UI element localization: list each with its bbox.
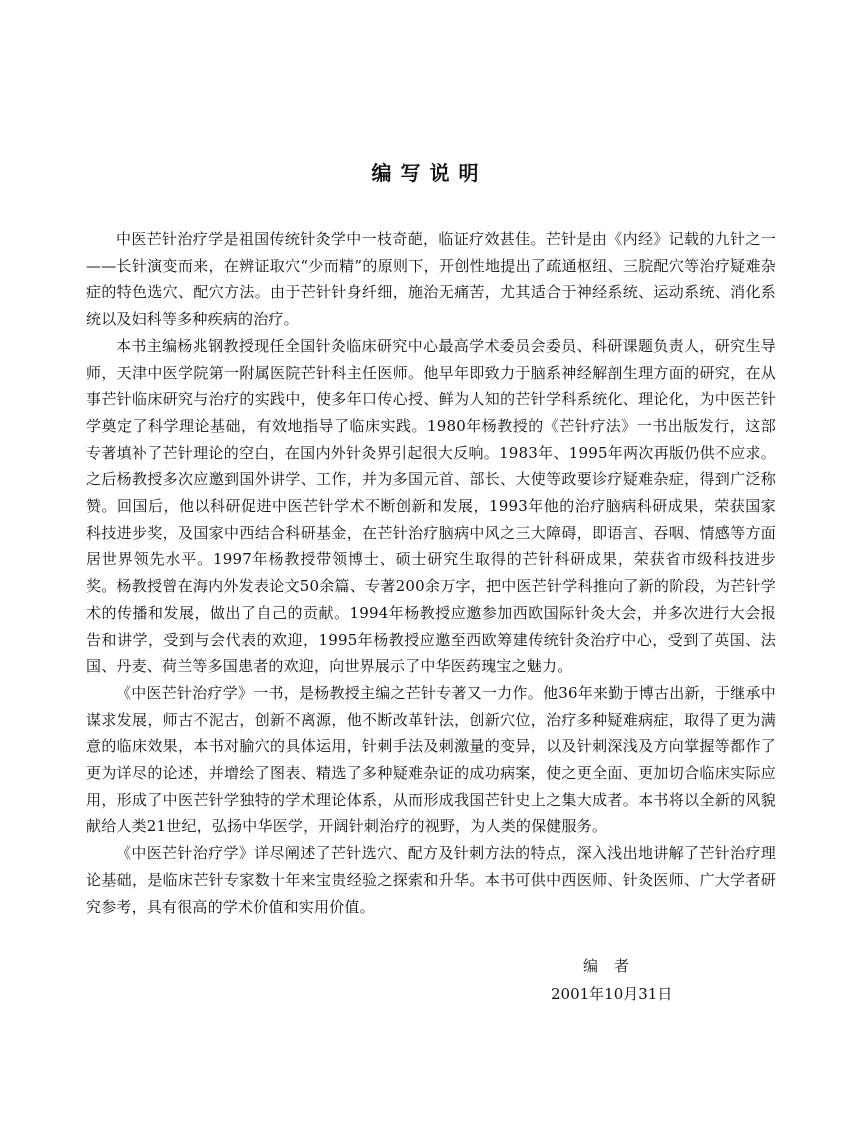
paragraph-2: 本书主编杨兆钢教授现任全国针灸临床研究中心最高学术委员会委员、科研课题负责人，研究生导师，天津中医学院第一附属医院芒针科主任医师。他早年即致力于脑系神经解剖生理方面的研究，在从事芒针临床研究与治疗的实践中，使多年口传心授、鲜为人知的芒针学科系统化、理论化，为中医芒针学奠定了科学理论基础，有效地指导了临床实践。1980年杨教授的《芒针疗法》一书出版发行，这部专著填补了芒针理论的空白，在国内外针灸界引起很大反响。1983年、1995年两次再版仍供不应求。之后杨教授多次应邀到国外讲学、工作，并为多国元首、部长、大使等政要诊疗疑难杂症，得到广泛称赞。回国后，他以科研促进中医芒针学术不断创新和发展，1993年他的治疗脑病科研成果，荣获国家科技进步奖，及国家中西结合科研基金，在芒针治疗脑病中风之三大障碍，即语言、吞咽、情感等方面居世界领先水平。1997年杨教授带领博士、硕士研究生取得的芒针科研成果，荣获省市级科技进步奖。杨教授曾在海内外发表论文50余篇、专著200余万字，把中医芒针学科推向了新的阶段，为芒针学术的传播和发展，做出了自己的贡献。1994年杨教授应邀参加西欧国际针灸大会，并多次进行大会报告和讲学，受到与会代表的欢迎，1995年杨教授应邀至西欧筹建传统针灸治疗中心，受到了英国、法国、丹麦、荷兰等多国患者的欢迎，向世界展示了中华医药瑰宝之魅力。 (86, 336, 776, 676)
page-title: 编写说明 (371, 161, 488, 185)
paragraph-1: 中医芒针治疗学是祖国传统针灸学中一枝奇葩，临证疗效甚佳。芒针是由《内经》记载的九针之一——长针演变而来，在辨证取穴“少而精”的原则下，开创性地提出了疏通枢纽、三脘配穴等治疗疑难杂症的特色选穴、配穴方法。由于芒针针身纤细，施治无痛苦，尤其适合于神经系统、运动系统、消化系统以及妇科等多种疾病的治疗。 (86, 230, 776, 329)
paragraph-3: 《中医芒针治疗学》一书，是杨教授主编之芒针专著又一力作。他36年来勤于博古出新，于继承中谋求发展，师古不泥古，创新不离源，他不断改革针法，创新穴位，治疗多种疑难病症，取得了更为满意的临床效果，本书对腧穴的具体运用，针刺手法及刺激量的变异，以及针刺深浅及方向掌握等都作了更为详尽的论述，并增绘了图表、精选了多种疑难杂证的成功病案，使之更全面、更加切合临床实际应用，形成了中医芒针学独特的学术理论体系，从而形成我国芒针史上之集大成者。本书将以全新的风貌献给人类21世纪，弘扬中华医学，开阔针刺治疗的视野，为人类的保健服务。 (86, 683, 776, 836)
signature-author: 编者 (583, 957, 646, 975)
signature-date: 2001年10月31日 (551, 985, 673, 1003)
preface-body (86, 226, 776, 920)
paragraph-4: 《中医芒针治疗学》详尽阐述了芒针选穴、配方及针刺方法的特点，深入浅出地讲解了芒针治疗理论基础，是临床芒针专家数十年来宝贵经验之探索和升华。本书可供中西医师、针灸医师、广大学者研究参考，具有很高的学术价值和实用价值。 (86, 844, 776, 916)
